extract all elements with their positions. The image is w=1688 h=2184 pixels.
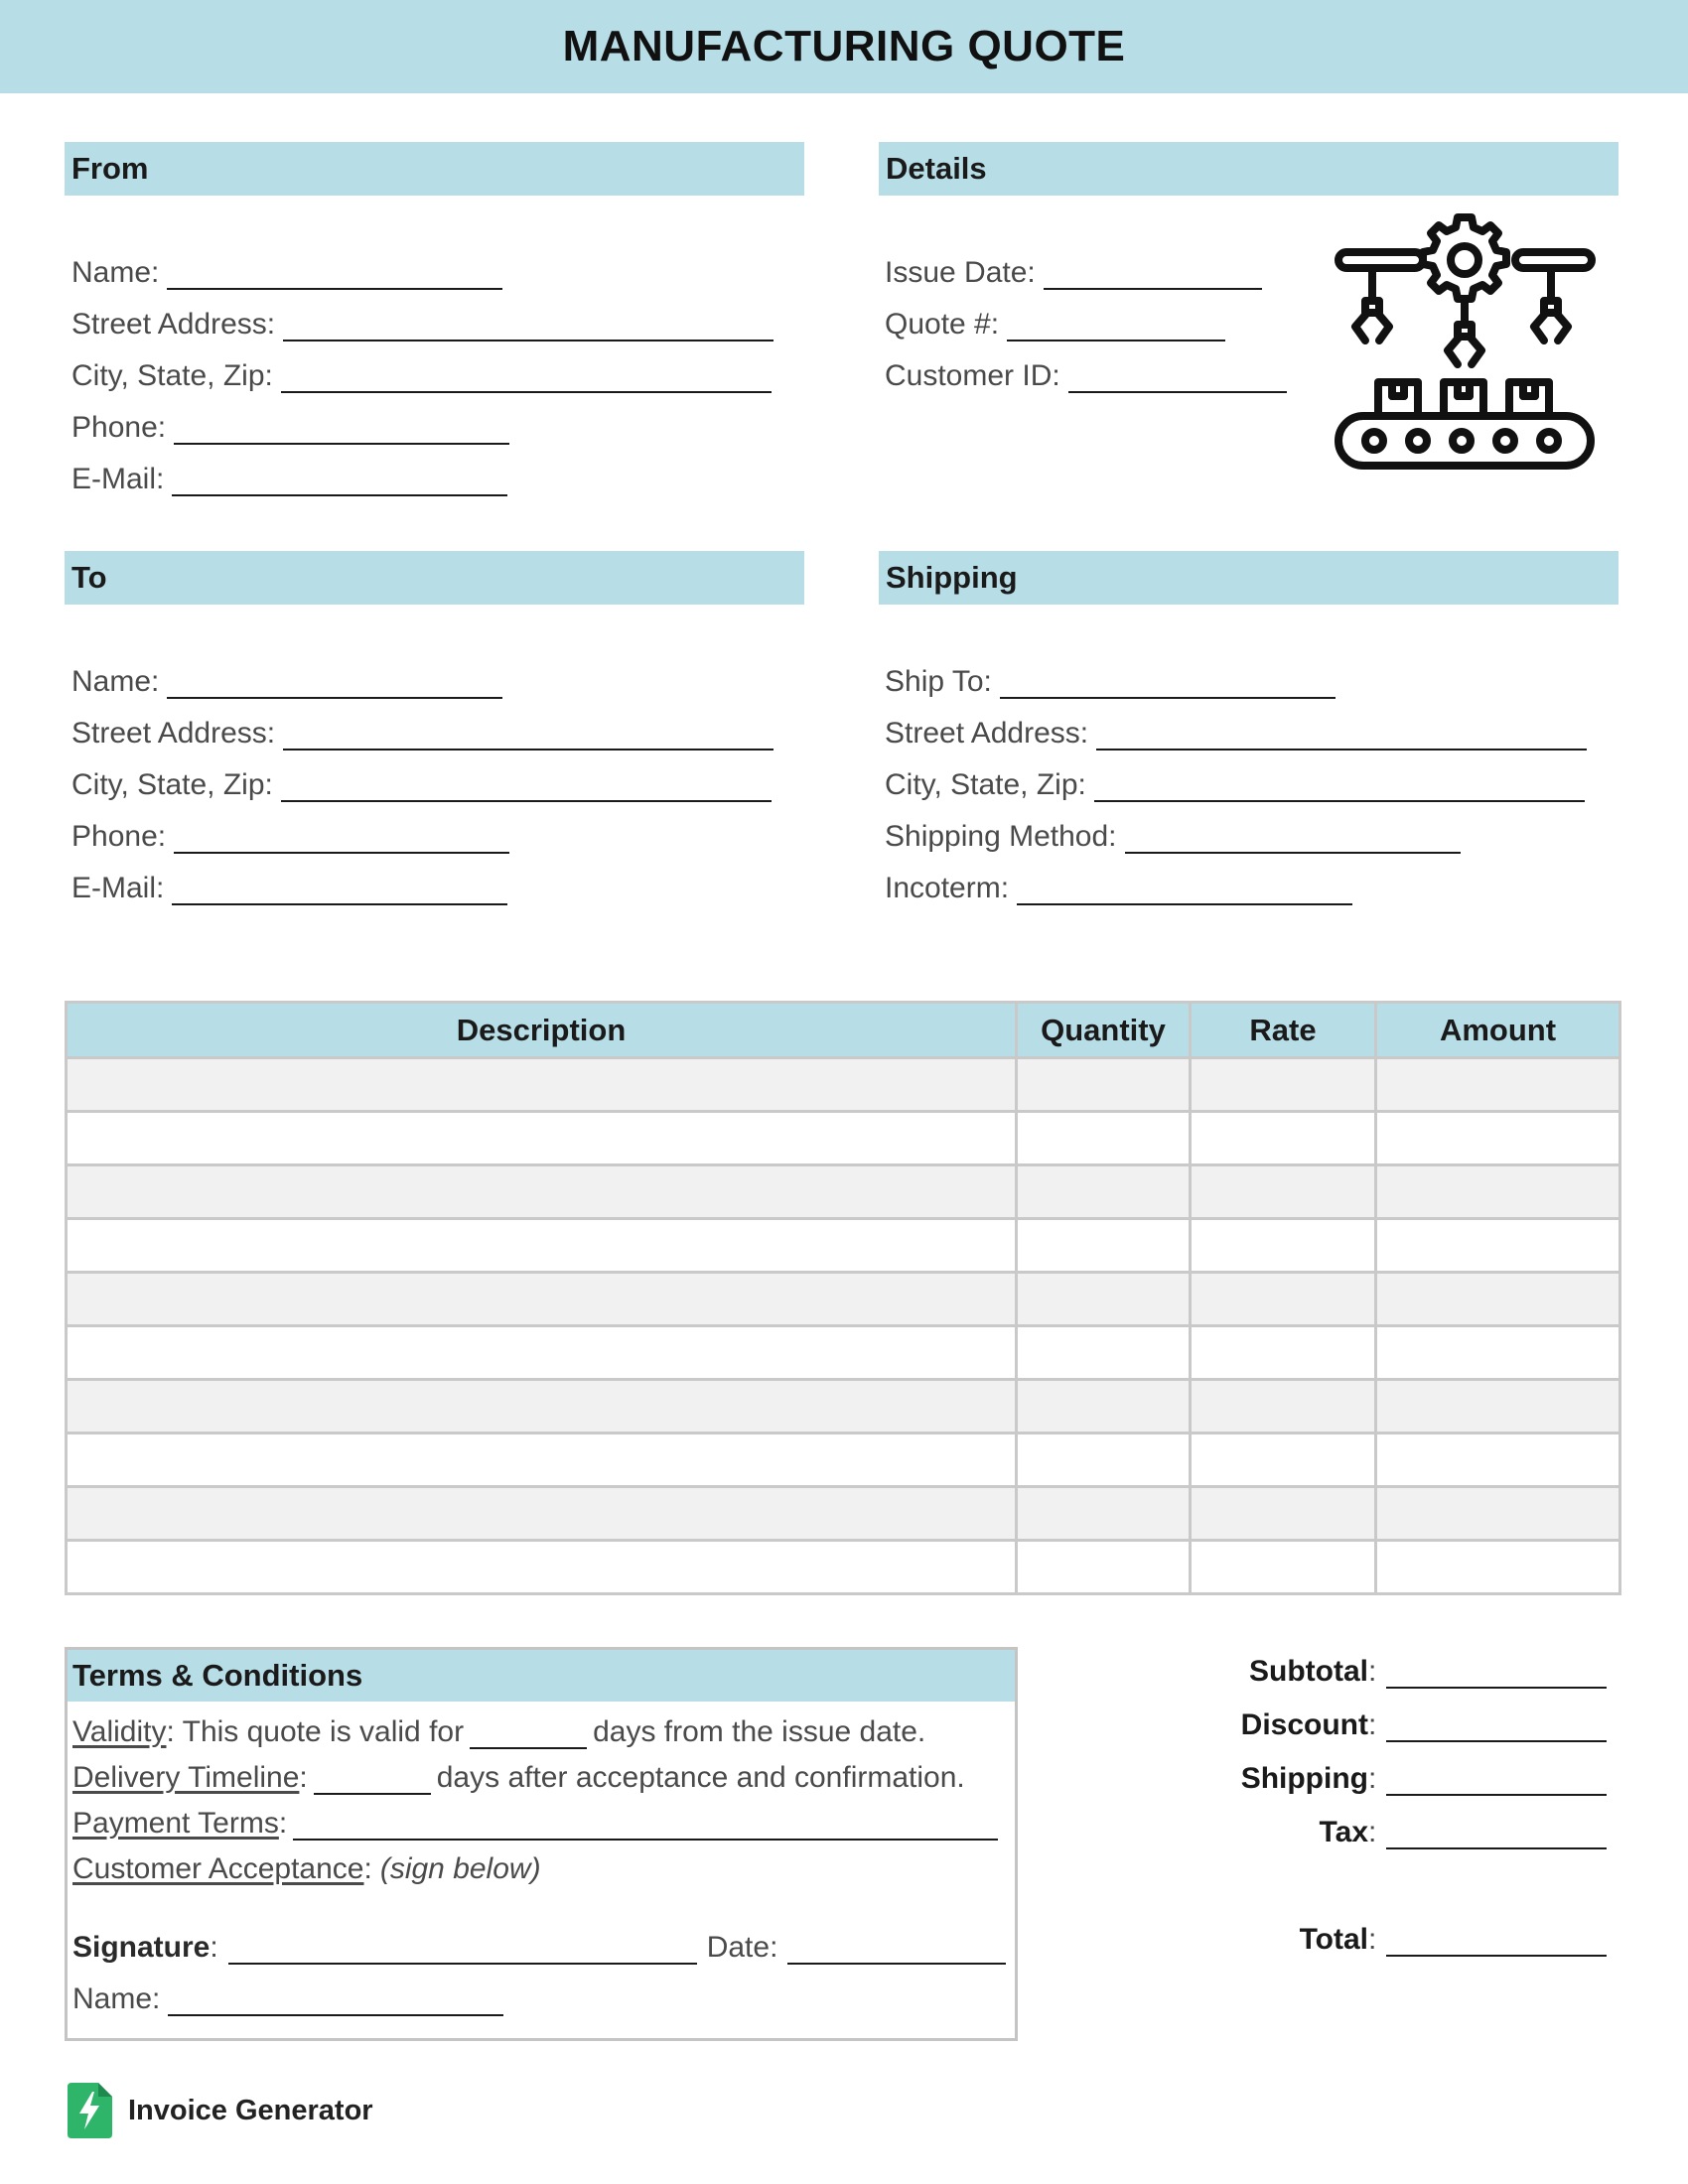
description-cell[interactable]: [67, 1380, 1017, 1433]
delivery-label: Delivery Timeline: [72, 1761, 300, 1794]
table-header-row: [67, 1003, 1620, 1058]
quantity-cell[interactable]: [1017, 1165, 1191, 1219]
quantity-cell[interactable]: [1017, 1433, 1191, 1487]
signature-line: Signature : Date:: [72, 1925, 1012, 1965]
rate-cell[interactable]: [1191, 1433, 1376, 1487]
amount-cell[interactable]: [1376, 1058, 1620, 1112]
rate-cell[interactable]: [1191, 1219, 1376, 1273]
to-phone-field[interactable]: Phone:: [71, 814, 509, 854]
description-cell[interactable]: [67, 1487, 1017, 1541]
quantity-cell[interactable]: [1017, 1273, 1191, 1326]
to-name-field[interactable]: Name:: [71, 659, 502, 699]
signature-label: Signature: [72, 1931, 211, 1964]
from-city-field[interactable]: City, State, Zip:: [71, 353, 772, 393]
acceptance-line: Customer Acceptance : (sign below): [72, 1852, 541, 1885]
amount-cell[interactable]: [1376, 1326, 1620, 1380]
amount-cell[interactable]: [1376, 1165, 1620, 1219]
table-row: [67, 1112, 1620, 1165]
to-email-field[interactable]: E-Mail:: [71, 866, 507, 905]
table-row: [67, 1433, 1620, 1487]
quantity-cell[interactable]: [1017, 1541, 1191, 1594]
page-title: MANUFACTURING QUOTE: [562, 22, 1126, 70]
rate-cell[interactable]: [1191, 1326, 1376, 1380]
table-row: [67, 1541, 1620, 1594]
table-row: [67, 1058, 1620, 1112]
quantity-cell[interactable]: [1017, 1326, 1191, 1380]
rate-cell[interactable]: [1191, 1112, 1376, 1165]
terms-heading: Terms & Conditions: [68, 1650, 1015, 1702]
col-amount: Amount: [1376, 1003, 1620, 1058]
quantity-cell[interactable]: [1017, 1380, 1191, 1433]
subtotal-label: Subtotal: [1249, 1655, 1368, 1688]
rate-cell[interactable]: [1191, 1380, 1376, 1433]
quantity-cell[interactable]: [1017, 1219, 1191, 1273]
description-cell[interactable]: [67, 1219, 1017, 1273]
description-cell[interactable]: [67, 1112, 1017, 1165]
line-items-table: [65, 1001, 1621, 1595]
quantity-cell[interactable]: [1017, 1487, 1191, 1541]
col-description: Description: [67, 1003, 1017, 1058]
delivery-days-blank[interactable]: [314, 1763, 431, 1795]
description-cell[interactable]: [67, 1541, 1017, 1594]
amount-cell[interactable]: [1376, 1433, 1620, 1487]
amount-cell[interactable]: [1376, 1273, 1620, 1326]
amount-cell[interactable]: [1376, 1219, 1620, 1273]
rate-cell[interactable]: [1191, 1165, 1376, 1219]
from-name-field[interactable]: Name:: [71, 250, 502, 290]
date-blank[interactable]: [787, 1933, 1006, 1965]
tax-row: Tax :: [1150, 1810, 1607, 1849]
acceptance-name-blank[interactable]: [168, 1984, 503, 2016]
quantity-cell[interactable]: [1017, 1112, 1191, 1165]
validity-line: Validity : This quote is valid for days from the issue date.: [72, 1715, 926, 1748]
amount-cell[interactable]: [1376, 1487, 1620, 1541]
signature-blank[interactable]: [228, 1933, 697, 1965]
total-row: Total :: [1150, 1917, 1607, 1957]
payment-terms-blank[interactable]: [293, 1809, 998, 1841]
tax-label: Tax: [1319, 1816, 1368, 1848]
from-email-field[interactable]: E-Mail:: [71, 457, 507, 496]
delivery-line: Delivery Timeline : days after acceptance and confirmation.: [72, 1761, 965, 1794]
discount-row: Discount :: [1150, 1703, 1607, 1742]
amount-cell[interactable]: [1376, 1380, 1620, 1433]
table-row: [67, 1487, 1620, 1541]
description-cell[interactable]: [67, 1165, 1017, 1219]
table-body: [67, 1058, 1620, 1594]
acceptance-label: Customer Acceptance: [72, 1852, 364, 1885]
shipping-total-row: Shipping :: [1150, 1756, 1607, 1796]
table-row: [67, 1326, 1620, 1380]
rate-cell[interactable]: [1191, 1541, 1376, 1594]
to-heading: To: [65, 551, 804, 605]
issue-date-field[interactable]: Issue Date:: [885, 250, 1262, 290]
acceptance-note: (sign below): [379, 1852, 541, 1885]
rate-cell[interactable]: [1191, 1273, 1376, 1326]
amount-cell[interactable]: [1376, 1541, 1620, 1594]
description-cell[interactable]: [67, 1058, 1017, 1112]
discount-label: Discount: [1240, 1708, 1368, 1741]
from-phone-field[interactable]: Phone:: [71, 405, 509, 445]
ship-street-field[interactable]: Street Address:: [885, 711, 1587, 751]
from-street-field[interactable]: Street Address:: [71, 302, 774, 341]
shipping-method-field[interactable]: Shipping Method:: [885, 814, 1461, 854]
subtotal-blank[interactable]: [1386, 1657, 1607, 1689]
footer-brand: Invoice Generator: [128, 2095, 373, 2126]
table-row: [67, 1273, 1620, 1326]
discount-blank[interactable]: [1386, 1710, 1607, 1742]
table-row: [67, 1380, 1620, 1433]
total-label: Total: [1299, 1923, 1368, 1956]
to-street-field[interactable]: Street Address:: [71, 711, 774, 751]
tax-blank[interactable]: [1386, 1818, 1607, 1849]
rate-cell[interactable]: [1191, 1487, 1376, 1541]
from-heading: From: [65, 142, 804, 196]
ship-to-field[interactable]: Ship To:: [885, 659, 1336, 699]
description-cell[interactable]: [67, 1433, 1017, 1487]
total-blank[interactable]: [1386, 1925, 1607, 1957]
details-heading: Details: [879, 142, 1618, 196]
shipping-total-blank[interactable]: [1386, 1764, 1607, 1796]
table-row: [67, 1165, 1620, 1219]
lightning-bolt-document-icon: [68, 2083, 112, 2138]
col-rate: Rate: [1191, 1003, 1376, 1058]
quote-number-field[interactable]: Quote #:: [885, 302, 1225, 341]
payment-label: Payment Terms: [72, 1807, 279, 1840]
validity-days-blank[interactable]: [470, 1717, 587, 1749]
shipping-heading: Shipping: [879, 551, 1618, 605]
col-quantity: Quantity: [1017, 1003, 1191, 1058]
shipping-total-label: Shipping: [1240, 1762, 1368, 1795]
ship-city-field[interactable]: City, State, Zip:: [885, 762, 1585, 802]
rate-cell[interactable]: [1191, 1058, 1376, 1112]
terms-box: [65, 1647, 1018, 2041]
acceptance-name-line: [72, 1977, 509, 2016]
subtotal-row: Subtotal :: [1150, 1649, 1607, 1689]
acceptance-name-label: Name:: [72, 1982, 161, 2015]
table-row: [67, 1219, 1620, 1273]
incoterm-field[interactable]: Incoterm:: [885, 866, 1352, 905]
amount-cell[interactable]: [1376, 1112, 1620, 1165]
date-label: Date:: [706, 1931, 778, 1964]
factory-robot-arm-conveyor-icon: [1331, 213, 1599, 477]
payment-line: Payment Terms :: [72, 1801, 1004, 1841]
customer-id-field[interactable]: Customer ID:: [885, 353, 1287, 393]
validity-label: Validity: [72, 1715, 167, 1748]
quantity-cell[interactable]: [1017, 1058, 1191, 1112]
description-cell[interactable]: [67, 1326, 1017, 1380]
description-cell[interactable]: [67, 1273, 1017, 1326]
to-city-field[interactable]: City, State, Zip:: [71, 762, 772, 802]
